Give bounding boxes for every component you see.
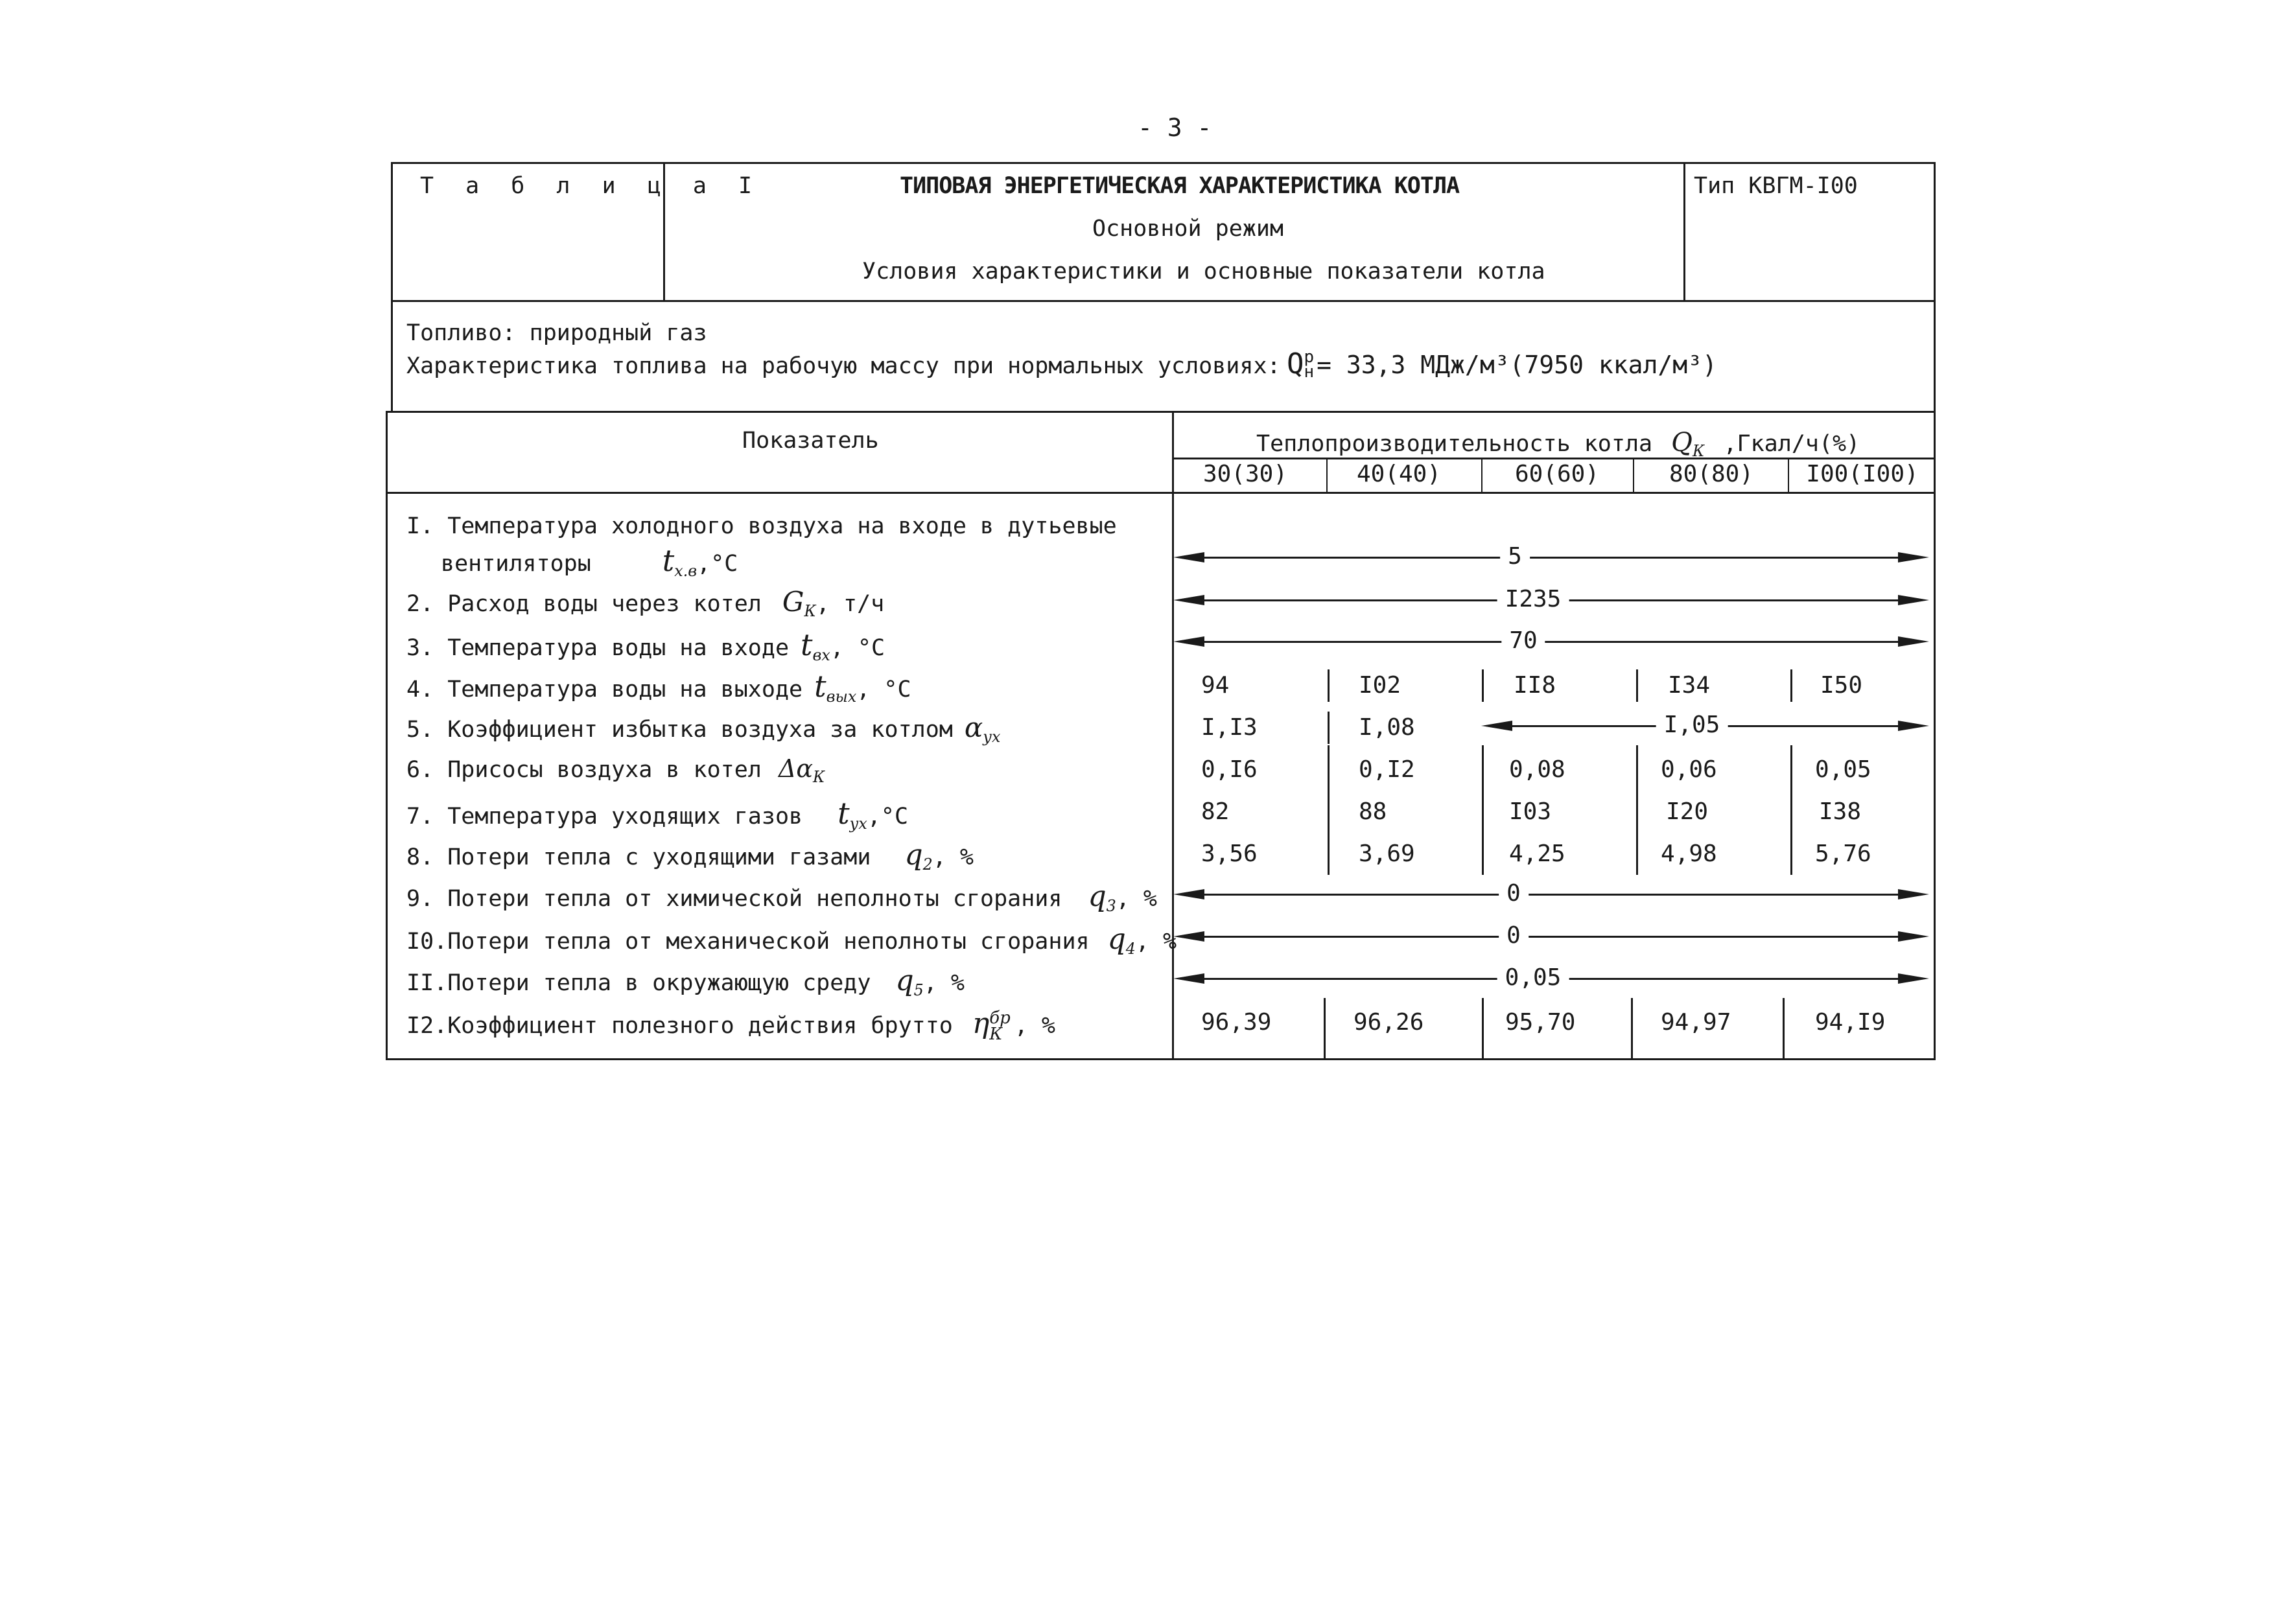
row-label: [406, 925, 1177, 957]
row-label-text: 5. Коэффициент избытка воздуха за котлом: [406, 717, 953, 743]
col-group-label: Теплопроизводительность котла: [1256, 431, 1653, 457]
load-col-divider: [1481, 458, 1482, 492]
span-arrow: [1173, 881, 1929, 907]
row-symbol: t: [838, 796, 850, 831]
row-symbol-sub: К: [989, 1025, 1003, 1044]
value-cell: 4,98: [1661, 841, 1717, 867]
value-col-separator: [1790, 669, 1792, 702]
value-cell: I50: [1820, 672, 1863, 699]
value-cell: 96,39: [1201, 1009, 1272, 1036]
load-column-header: I00(I00): [1806, 461, 1919, 487]
col-group-sub: К: [1692, 442, 1705, 460]
row-symbol: q: [1107, 923, 1126, 956]
row-label: [406, 714, 1000, 745]
row-label: [406, 880, 1157, 915]
value-cell: 3,69: [1359, 841, 1415, 867]
value-col-separator: [1631, 998, 1633, 1060]
value-cell: 0,I6: [1201, 756, 1258, 783]
row-symbol: G: [782, 586, 804, 618]
row-unit: , %: [1135, 929, 1177, 955]
value-col-separator: [1482, 998, 1484, 1060]
fuel-formula-value: = 33,3 МДж/м³(7950 ккал/м³): [1317, 351, 1717, 379]
span-arrow: [1173, 629, 1929, 655]
value-cell: 0,05: [1815, 756, 1871, 783]
row-symbol-sub: х.в: [674, 562, 697, 580]
span-value: I235: [1497, 588, 1569, 611]
row-label-cont: [441, 543, 738, 580]
row-symbol-sub: К: [812, 768, 825, 786]
row-label-text: 4. Температура воды на выходе: [406, 677, 803, 702]
row-unit: , %: [1116, 886, 1157, 912]
col-indicator-header: Показатель: [742, 428, 879, 454]
fuel-heating-value: [1287, 347, 1717, 382]
row-label: [406, 964, 965, 999]
value-col-separator: [1328, 712, 1330, 744]
row-symbol: q: [904, 839, 923, 872]
row-label-text: 6. Присосы воздуха в котел: [406, 757, 762, 783]
row-symbol-sub: вх: [812, 646, 830, 664]
fuel-formula-sub: н: [1304, 362, 1315, 382]
row-label-text: 9. Потери тепла от химической неполноты сгорания: [406, 886, 1062, 912]
value-col-separator: [1482, 669, 1484, 702]
value-cell: I,08: [1359, 714, 1415, 741]
value-cell: I20: [1666, 798, 1709, 825]
row-symbol-sub: 4: [1125, 940, 1136, 958]
load-column-header: 40(40): [1356, 461, 1442, 487]
fuel-type: Топливо: природный газ: [406, 320, 707, 346]
row-label: [406, 627, 885, 664]
boiler-type: Тип КВГМ-I00: [1694, 173, 1858, 199]
value-col-separator: [1636, 745, 1638, 875]
table-title: ТИПОВАЯ ЭНЕРГЕТИЧЕСКАЯ ХАРАКТЕРИСТИКА КОТЛА: [900, 173, 1460, 199]
value-cell: 95,70: [1505, 1009, 1576, 1036]
header-bottom-line: [388, 492, 1936, 494]
span-arrow: [1173, 587, 1929, 613]
fuel-formula-symbol: Q: [1287, 347, 1304, 380]
row-unit: , °С: [856, 677, 911, 702]
row-label-text: 7. Температура уходящих газов: [406, 804, 803, 829]
load-column-header: 30(30): [1202, 461, 1288, 487]
row-unit: , %: [932, 844, 974, 870]
value-cell: 88: [1359, 798, 1387, 825]
row-symbol: α: [964, 712, 983, 743]
row-symbol: t: [662, 543, 675, 578]
load-col-divider: [1326, 458, 1328, 492]
value-col-separator: [1482, 745, 1484, 875]
value-cell: 96,26: [1353, 1009, 1424, 1036]
indicator-column-divider: [1172, 411, 1174, 1060]
row-label: [406, 841, 974, 873]
row-label: [406, 756, 825, 785]
row-symbol-sub: вых: [826, 688, 857, 706]
value-cell: 94,I9: [1815, 1009, 1886, 1036]
row-symbol: q: [895, 964, 914, 997]
span-arrow: [1173, 544, 1929, 570]
row-unit: ,°С: [697, 551, 738, 577]
value-cell: 0,06: [1661, 756, 1717, 783]
span-arrow: [1173, 923, 1929, 949]
value-cell: I34: [1668, 672, 1711, 699]
value-cell: 94: [1201, 672, 1230, 699]
row-symbol-sub: 2: [922, 855, 933, 874]
row-label: [406, 671, 911, 705]
value-col-separator: [1790, 745, 1792, 875]
fuel-characteristic: Характеристика топлива на рабочую массу при нормальных условиях:: [406, 353, 1281, 379]
value-cell: 4,25: [1509, 841, 1565, 867]
value-cell: 5,76: [1815, 841, 1871, 867]
value-cell: 82: [1201, 798, 1230, 825]
row-symbol: q: [1088, 880, 1107, 913]
row-unit: , т/ч: [815, 591, 885, 617]
row-symbol: t: [814, 669, 826, 704]
row-label-text: I0.Потери тепла от механической неполноты сгорания: [406, 929, 1090, 955]
row-symbol-sub: ух: [849, 815, 867, 833]
row-label: [406, 798, 908, 832]
span-value: 5: [1500, 545, 1530, 568]
row-symbol-sup: бр: [989, 1008, 1011, 1028]
row-label-cont-text: вентиляторы: [441, 551, 591, 577]
row-label-text: I2.Коэффициент полезного действия брутто: [406, 1013, 953, 1039]
row-unit: , %: [923, 970, 965, 996]
row-label: I. Температура холодного воздуха на входе в дутьевые: [406, 513, 1117, 539]
row-label: [406, 588, 884, 620]
row-symbol-sub: 3: [1106, 897, 1116, 915]
span-value: 70: [1501, 629, 1545, 653]
row-symbol-sub: ух: [983, 728, 1001, 746]
row-unit: ,°С: [867, 804, 909, 829]
row-symbol: η: [972, 1007, 990, 1040]
row-label-text: 3. Температура воды на входе: [406, 635, 790, 661]
mode-label: Основной режим: [1092, 216, 1284, 242]
value-col-separator: [1328, 669, 1330, 702]
load-column-header: 60(60): [1514, 461, 1600, 487]
span-arrow: [1481, 713, 1929, 739]
row-unit: , °С: [830, 635, 885, 661]
value-cell: 0,08: [1509, 756, 1565, 783]
col-group-symbol: Q: [1671, 428, 1693, 458]
row-label-text: 2. Расход воды через котел: [406, 591, 762, 617]
load-column-header: 80(80): [1669, 461, 1754, 487]
row-label: [406, 1007, 1055, 1044]
value-cell: I38: [1819, 798, 1862, 825]
value-cell: I,I3: [1201, 714, 1258, 741]
row-symbol: Δα: [778, 754, 813, 783]
row-symbol-sub: К: [804, 602, 816, 620]
fuel-formula-sup: р: [1304, 347, 1315, 367]
value-cell: II8: [1514, 672, 1556, 699]
header-divider-right: [1683, 162, 1685, 302]
value-cell: 3,56: [1201, 841, 1258, 867]
load-col-divider: [1633, 458, 1634, 492]
span-value: 0,05: [1497, 966, 1569, 990]
row-label-text: II.Потери тепла в окружающую среду: [406, 970, 871, 996]
value-cell: 0,I2: [1359, 756, 1415, 783]
row-unit: , %: [1014, 1013, 1055, 1039]
value-col-separator: [1636, 669, 1638, 702]
value-col-separator: [1328, 745, 1330, 875]
table-subtitle: Условия характеристики и основные показатели котла: [862, 259, 1545, 284]
span-value: 0: [1499, 882, 1529, 905]
value-cell: I02: [1359, 672, 1401, 699]
table-label: Т а б л и ц а I: [420, 173, 762, 199]
page-number: - 3 -: [1138, 113, 1212, 142]
value-cell: I03: [1509, 798, 1552, 825]
span-arrow: [1173, 966, 1929, 992]
span-value: I,05: [1656, 713, 1728, 737]
col-group-unit: ,Гкал/ч(%): [1723, 431, 1860, 457]
value-col-separator: [1783, 998, 1785, 1060]
row-symbol: t: [801, 627, 813, 662]
load-col-divider: [1788, 458, 1789, 492]
row-symbol-sub: 5: [913, 981, 924, 999]
value-cell: 94,97: [1661, 1009, 1731, 1036]
row-label-text: 8. Потери тепла с уходящими газами: [406, 844, 871, 870]
col-group-header: [1256, 430, 1860, 459]
span-value: 0: [1499, 924, 1529, 947]
value-col-separator: [1324, 998, 1326, 1060]
